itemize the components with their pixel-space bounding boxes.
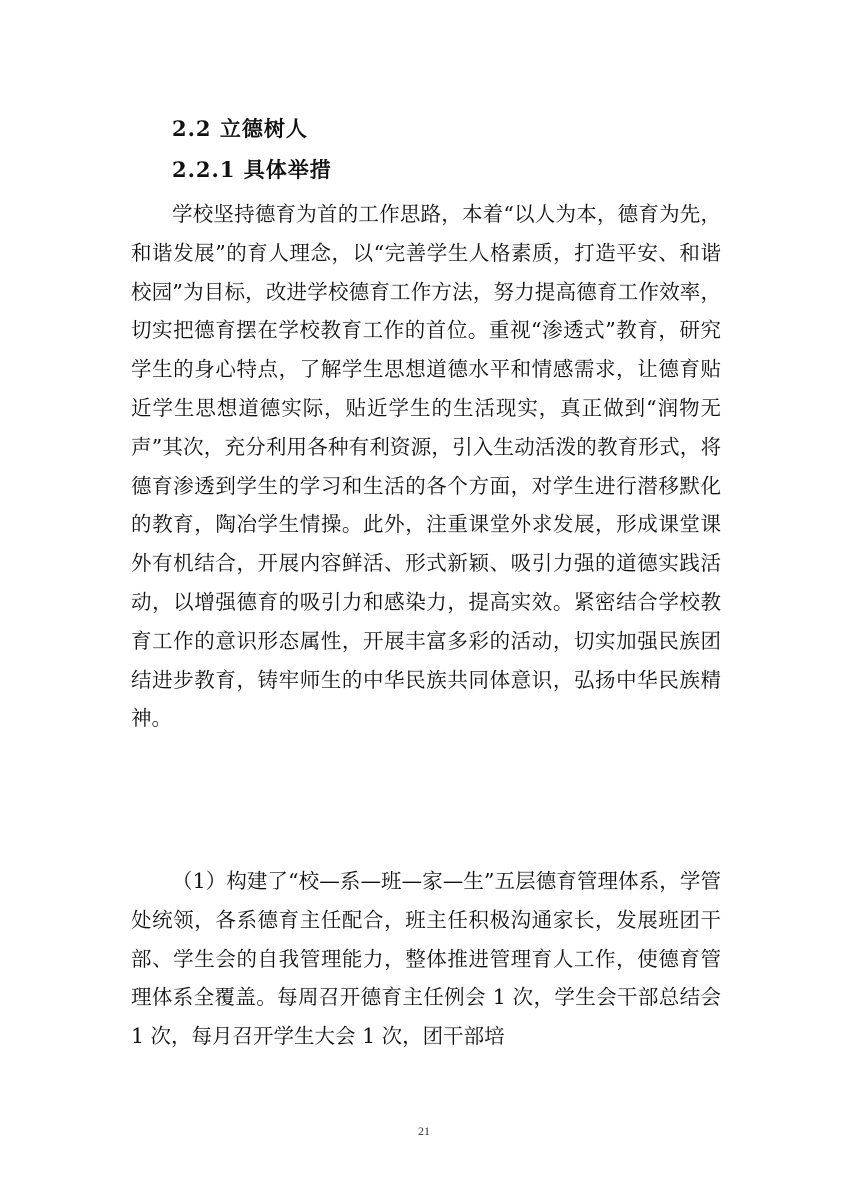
body-paragraph: （1）构建了“校—系—班—家—生”五层德育管理体系，学管处统领，各系德育主任配合，班主任积极沟通家长，发展班团干部、学生会的自我管理能力，整体推进管理育人工作，使德育管理体系全覆盖。每周召开德育主任例会 1 次，学生会干部总结会 1 次，每月召开学生大会 1 次，团干部培	[131, 869, 721, 1049]
body-paragraph: 学校坚持德育为首的工作思路，本着“以人为本，德育为先，和谐发展”的育人理念，以“完善学生人格素质，打造平安、和谐校园”为目标，改进学校德育工作方法，努力提高德育工作效率，切实把德育摆在学校教育工作的首位。重视“渗透式”教育，研究学生的身心特点，了解学生思想道德水平和情感需求，让德育贴近学生思想道德实际，贴近学生的生活现实，真正做到“润物无声”其次，充分利用各种有利资源，引入生动活泼的教育形式，将德育渗透到学生的学习和生活的各个方面，对学生进行潜移默化的教育，陶冶学生情操。此外，注重课堂外求发展，形成课堂课外有机结合，开展内容鲜活、形式新颖、吸引力强的道德实践活动，以增强德育的吸引力和感染力，提高实效。紧密结合学校教育工作的意识形态属性，开展丰富多彩的活动，切实加强民族团结进步教育，铸牢师生的中华民族共同体意识，弘扬中华民族精神。	[131, 202, 721, 731]
subsection-heading: 2.2.1 具体举措	[172, 157, 332, 182]
page-number: 21	[418, 1124, 430, 1138]
section-heading: 2.2 立德树人	[172, 116, 308, 141]
